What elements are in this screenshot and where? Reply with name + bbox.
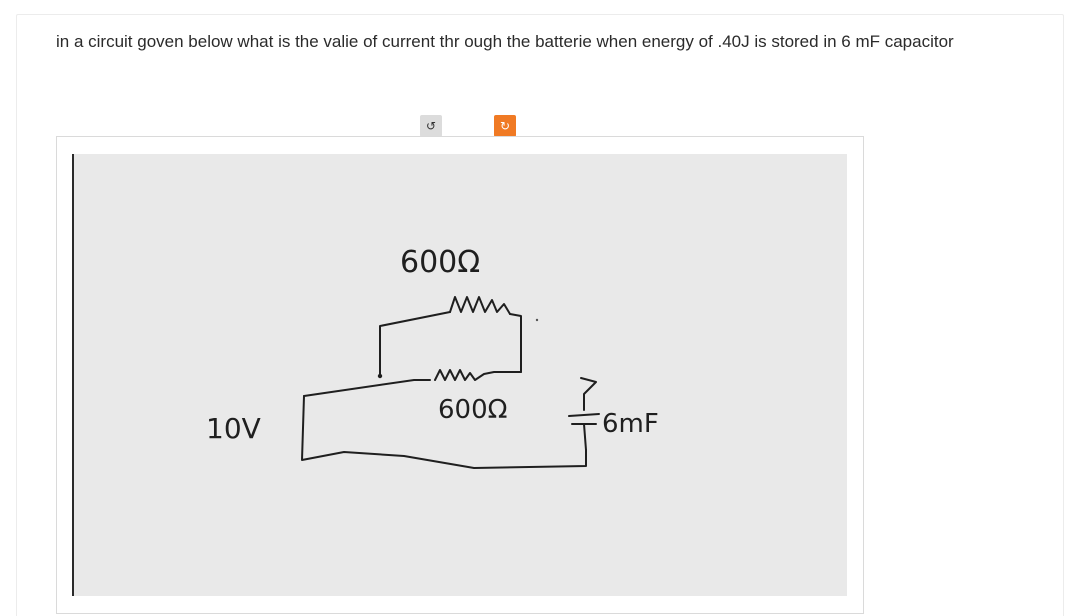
rotate-cw-icon: ↻ xyxy=(499,119,511,133)
middle-resistor-label: 600Ω xyxy=(438,395,508,425)
circuit-photo xyxy=(72,154,847,596)
rotate-ccw-icon: ↺ xyxy=(425,119,437,133)
capacitor-label: 6mF xyxy=(602,409,659,439)
question-text: in a circuit goven below what is the valie of current thr ough the batterie when energy of .40J is stored in 6 mF capacitor xyxy=(56,32,954,51)
junction-dot xyxy=(536,319,538,321)
top-resistor-symbol xyxy=(450,297,510,314)
battery-label: 10V xyxy=(206,412,261,445)
middle-resistor-symbol xyxy=(435,370,521,380)
rotate-left-button[interactable] xyxy=(420,115,442,137)
middle-wire xyxy=(304,380,430,396)
capacitor-symbol xyxy=(569,378,599,450)
top-wire xyxy=(380,312,521,376)
junction-dot xyxy=(378,374,382,378)
rotate-right-button[interactable] xyxy=(494,115,516,137)
image-toolbar xyxy=(420,115,516,137)
circuit-drawing xyxy=(74,154,847,596)
top-resistor-label: 600Ω xyxy=(400,245,481,280)
